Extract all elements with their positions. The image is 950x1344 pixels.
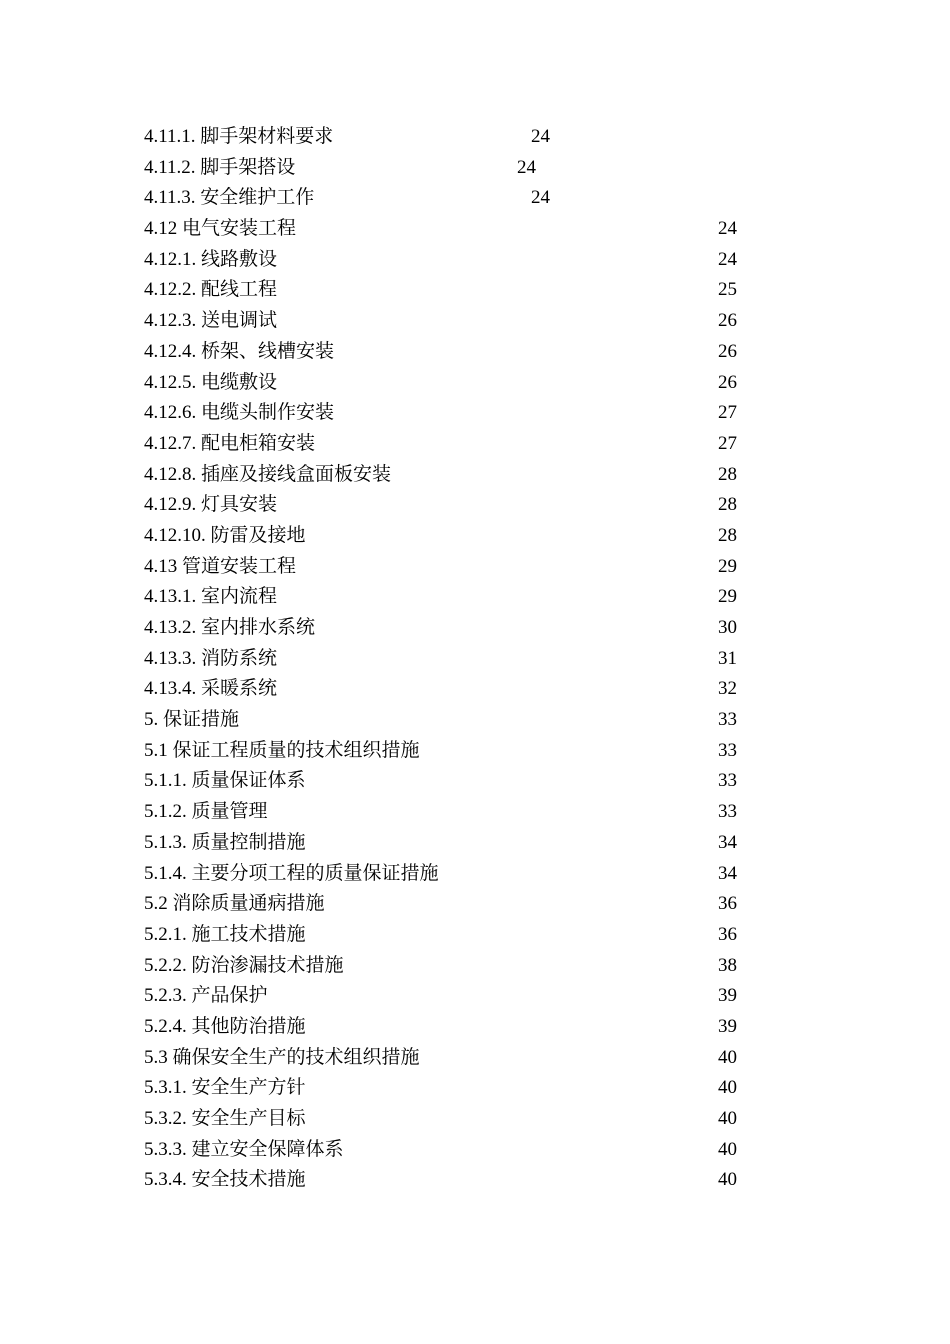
toc-entry-title: 4.12.8. 插座及接线盒面板安装 [144, 463, 392, 485]
toc-entry-page: 38 [718, 954, 737, 976]
toc-entry[interactable] [144, 674, 744, 705]
toc-entry-title: 4.13 管道安装工程 [144, 555, 297, 577]
toc-entry[interactable] [144, 797, 744, 828]
toc-entry[interactable] [144, 1135, 744, 1166]
toc-entry-page: 25 [718, 279, 737, 301]
toc-entry-title: 4.13.2. 室内排水系统 [144, 617, 316, 638]
toc-entry-page: 32 [718, 678, 737, 700]
toc-entry[interactable] [144, 521, 744, 552]
toc-entry-page: 39 [718, 985, 737, 1007]
toc-entry[interactable] [144, 122, 744, 153]
toc-entry-title: 5.3.3. 建立安全保障体系 [144, 1138, 344, 1160]
toc-entry-page: 24 [531, 126, 550, 147]
toc-entry-title: 4.13.3. 消防系统 [144, 647, 278, 669]
toc-entry-page: 33 [718, 739, 737, 761]
toc-entry-page: 40 [718, 1077, 737, 1099]
toc-entry-page: 29 [718, 586, 737, 608]
toc-entry[interactable] [144, 552, 744, 583]
toc-entry-page: 26 [718, 310, 737, 332]
toc-entry-page: 26 [718, 371, 737, 393]
toc-entry-title: 5.1.1. 质量保证体系 [144, 770, 306, 792]
toc-entry-page: 28 [718, 524, 737, 546]
toc-entry-title: 4.13.4. 采暖系统 [144, 678, 278, 700]
toc-entry-page: 36 [718, 893, 737, 915]
toc-entry[interactable] [144, 214, 744, 245]
toc-entry[interactable] [144, 859, 744, 890]
toc-entry-title: 4.13.1. 室内流程 [144, 586, 278, 608]
toc-entry[interactable] [144, 1012, 744, 1043]
toc-entry[interactable] [144, 490, 744, 521]
toc-entry[interactable] [144, 337, 744, 368]
toc-entry-page: 40 [718, 1108, 737, 1129]
toc-entry-page: 27 [718, 432, 737, 454]
toc-entry-title: 4.12 电气安装工程 [144, 218, 297, 240]
toc-entry[interactable] [144, 1073, 744, 1104]
toc-entry[interactable] [144, 245, 744, 276]
toc-entry-page: 40 [718, 1169, 737, 1191]
toc-entry-page: 40 [718, 1138, 737, 1160]
toc-entry-page: 24 [718, 248, 737, 270]
toc-entry-title: 5.2.2. 防治渗漏技术措施 [144, 954, 344, 976]
toc-entry[interactable] [144, 306, 744, 337]
toc-entry[interactable] [144, 705, 744, 736]
toc-entry[interactable] [144, 613, 744, 644]
toc-entry-title: 4.12.3. 送电调试 [144, 310, 278, 332]
toc-entry-page: 34 [718, 831, 737, 853]
toc-entry-title: 4.12.9. 灯具安装 [144, 494, 278, 516]
toc-entry[interactable] [144, 1043, 744, 1074]
toc-entry[interactable] [144, 429, 744, 460]
toc-entry-page: 31 [718, 647, 737, 669]
toc-entry[interactable] [144, 398, 744, 429]
toc-entry-page: 24 [517, 156, 536, 178]
toc-entry-page: 27 [718, 402, 737, 424]
toc-entry-page: 33 [718, 770, 737, 792]
toc-entry-title: 5.3.4. 安全技术措施 [144, 1169, 306, 1191]
toc-entry[interactable] [144, 951, 744, 982]
toc-entry-title: 5.3.2. 安全生产目标 [144, 1108, 306, 1129]
toc-entry-page: 39 [718, 1015, 737, 1037]
toc-entry-page: 26 [718, 340, 737, 362]
toc-entry[interactable] [144, 183, 744, 214]
toc-entry[interactable] [144, 644, 744, 675]
toc-entry-title: 5.3.1. 安全生产方针 [144, 1077, 306, 1099]
toc-entry-page: 36 [718, 923, 737, 945]
toc-entry-page: 29 [718, 555, 737, 577]
toc-entry[interactable] [144, 766, 744, 797]
toc-entry-title: 4.12.6. 电缆头制作安装 [144, 402, 335, 424]
toc-entry[interactable] [144, 582, 744, 613]
toc-entry[interactable] [144, 275, 744, 306]
toc-entry[interactable] [144, 828, 744, 859]
toc-entry-page: 40 [718, 1046, 737, 1068]
toc-entry-title: 5.2.1. 施工技术措施 [144, 923, 306, 945]
toc-entry-title: 5.1 保证工程质量的技术组织措施 [144, 739, 420, 761]
toc-entry-title: 5.1.4. 主要分项工程的质量保证措施 [144, 862, 439, 884]
toc-entry-title: 5.1.3. 质量控制措施 [144, 831, 306, 853]
toc-entry[interactable] [144, 1104, 744, 1135]
toc-entry-page: 24 [718, 218, 737, 240]
toc-entry-title: 5.3 确保安全生产的技术组织措施 [144, 1046, 420, 1068]
toc-entry-title: 5. 保证措施 [144, 709, 240, 731]
toc-entry-title: 4.12.2. 配线工程 [144, 279, 278, 301]
toc-entry-title: 4.11.1. 脚手架材料要求 [144, 126, 334, 147]
toc-entry-page: 34 [718, 862, 737, 884]
toc-entry-title: 5.1.2. 质量管理 [144, 801, 268, 823]
toc-entry[interactable] [144, 920, 744, 951]
toc-entry[interactable] [144, 1165, 744, 1196]
toc-entry[interactable] [144, 153, 744, 184]
toc-entry-title: 4.12.10. 防雷及接地 [144, 524, 306, 546]
toc-entry-title: 5.2.4. 其他防治措施 [144, 1015, 306, 1037]
toc-entry-title: 4.12.5. 电缆敷设 [144, 371, 278, 393]
toc-entry-title: 4.11.3. 安全维护工作 [144, 187, 315, 209]
toc-entry-title: 4.11.2. 脚手架搭设 [144, 156, 296, 178]
toc-entry[interactable] [144, 368, 744, 399]
toc-entry[interactable] [144, 736, 744, 767]
toc-entry-title: 4.12.4. 桥架、线槽安装 [144, 340, 335, 362]
toc-entry-page: 28 [718, 463, 737, 485]
toc-entry[interactable] [144, 460, 744, 491]
toc-entry-page: 33 [718, 709, 737, 731]
toc-entry-title: 5.2 消除质量通病措施 [144, 893, 325, 915]
toc-entry-title: 4.12.1. 线路敷设 [144, 248, 278, 270]
toc-entry-page: 28 [718, 494, 737, 516]
toc-entry[interactable] [144, 889, 744, 920]
table-of-contents [144, 122, 744, 1196]
toc-entry[interactable] [144, 981, 744, 1012]
toc-entry-title: 5.2.3. 产品保护 [144, 985, 268, 1007]
toc-entry-page: 33 [718, 801, 737, 823]
toc-entry-page: 24 [531, 187, 550, 209]
toc-entry-title: 4.12.7. 配电柜箱安装 [144, 432, 316, 454]
toc-entry-page: 30 [718, 617, 737, 638]
